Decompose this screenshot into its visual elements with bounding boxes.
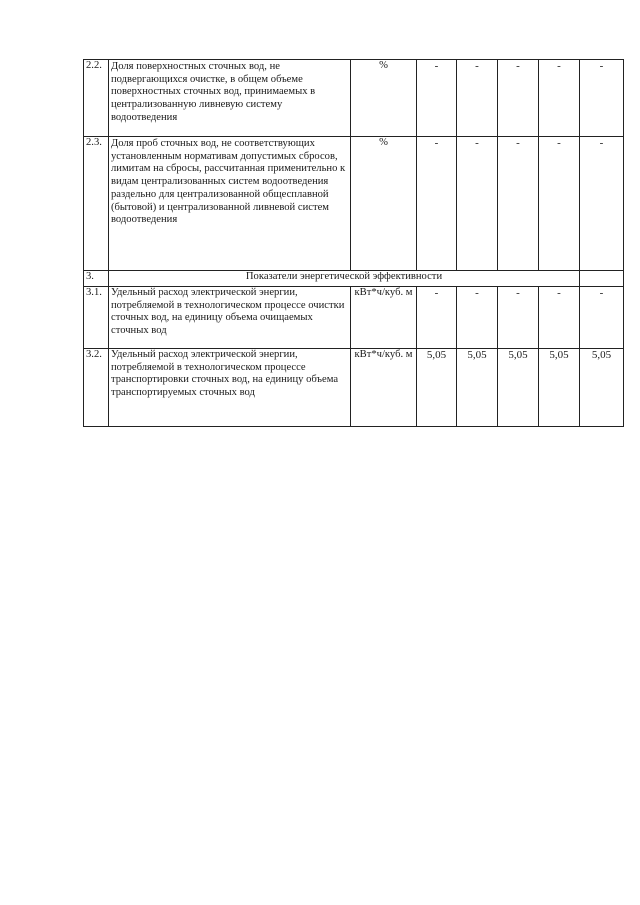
value-cell: -: [457, 287, 498, 349]
unit-cell: %: [351, 137, 417, 271]
value-cell: -: [539, 287, 580, 349]
value-cell: -: [417, 287, 457, 349]
value-cell: -: [498, 287, 539, 349]
table-row: [84, 349, 624, 427]
indicators-table: [83, 59, 624, 427]
value-cell: -: [539, 60, 580, 137]
indicator-name: Доля проб сточных вод, не соответствующих установленным нормативам допустимых сбросов, лимитам на сбросы, рассчитанная применительно к видам централизованных систем водоотведения раздельно для централизованной общесплавной (бытовой) и централизованной ливневой систем водоотведения: [109, 137, 351, 271]
row-number: 3.: [84, 271, 109, 287]
value-cell: 5,05: [498, 349, 539, 427]
row-number: 3.1.: [84, 287, 109, 349]
row-number: 2.2.: [84, 60, 109, 137]
indicator-name: Доля поверхностных сточных вод, не подвергающихся очистке, в общем объеме поверхностных сточных вод, принимаемых в централизованную ливневую систему водоотведения: [109, 60, 351, 137]
empty-cell: [580, 271, 624, 287]
value-cell: -: [417, 137, 457, 271]
value-cell: 5,05: [457, 349, 498, 427]
indicator-name: Удельный расход электрической энергии, потребляемой в технологическом процессе очистки сточных вод, на единицу объема очищаемых сточных вод: [109, 287, 351, 349]
value-cell: 5,05: [417, 349, 457, 427]
value-cell: -: [498, 60, 539, 137]
unit-cell: кВт*ч/куб. м: [351, 349, 417, 427]
value-cell: -: [457, 60, 498, 137]
value-cell: -: [498, 137, 539, 271]
row-number: 2.3.: [84, 137, 109, 271]
section-title: Показатели энергетической эффективности: [109, 271, 580, 287]
indicator-name: Удельный расход электрической энергии, потребляемой в технологическом процессе транспортировки сточных вод, на единицу объема транспортируемых сточных вод: [109, 349, 351, 427]
value-cell: 5,05: [580, 349, 624, 427]
value-cell: -: [580, 137, 624, 271]
row-number: 3.2.: [84, 349, 109, 427]
value-cell: -: [580, 60, 624, 137]
value-cell: -: [580, 287, 624, 349]
unit-cell: кВт*ч/куб. м: [351, 287, 417, 349]
section-row: [84, 271, 624, 287]
table-row: [84, 137, 624, 271]
value-cell: -: [417, 60, 457, 137]
table-row: [84, 60, 624, 137]
unit-cell: %: [351, 60, 417, 137]
table-row: [84, 287, 624, 349]
value-cell: -: [539, 137, 580, 271]
value-cell: 5,05: [539, 349, 580, 427]
value-cell: -: [457, 137, 498, 271]
